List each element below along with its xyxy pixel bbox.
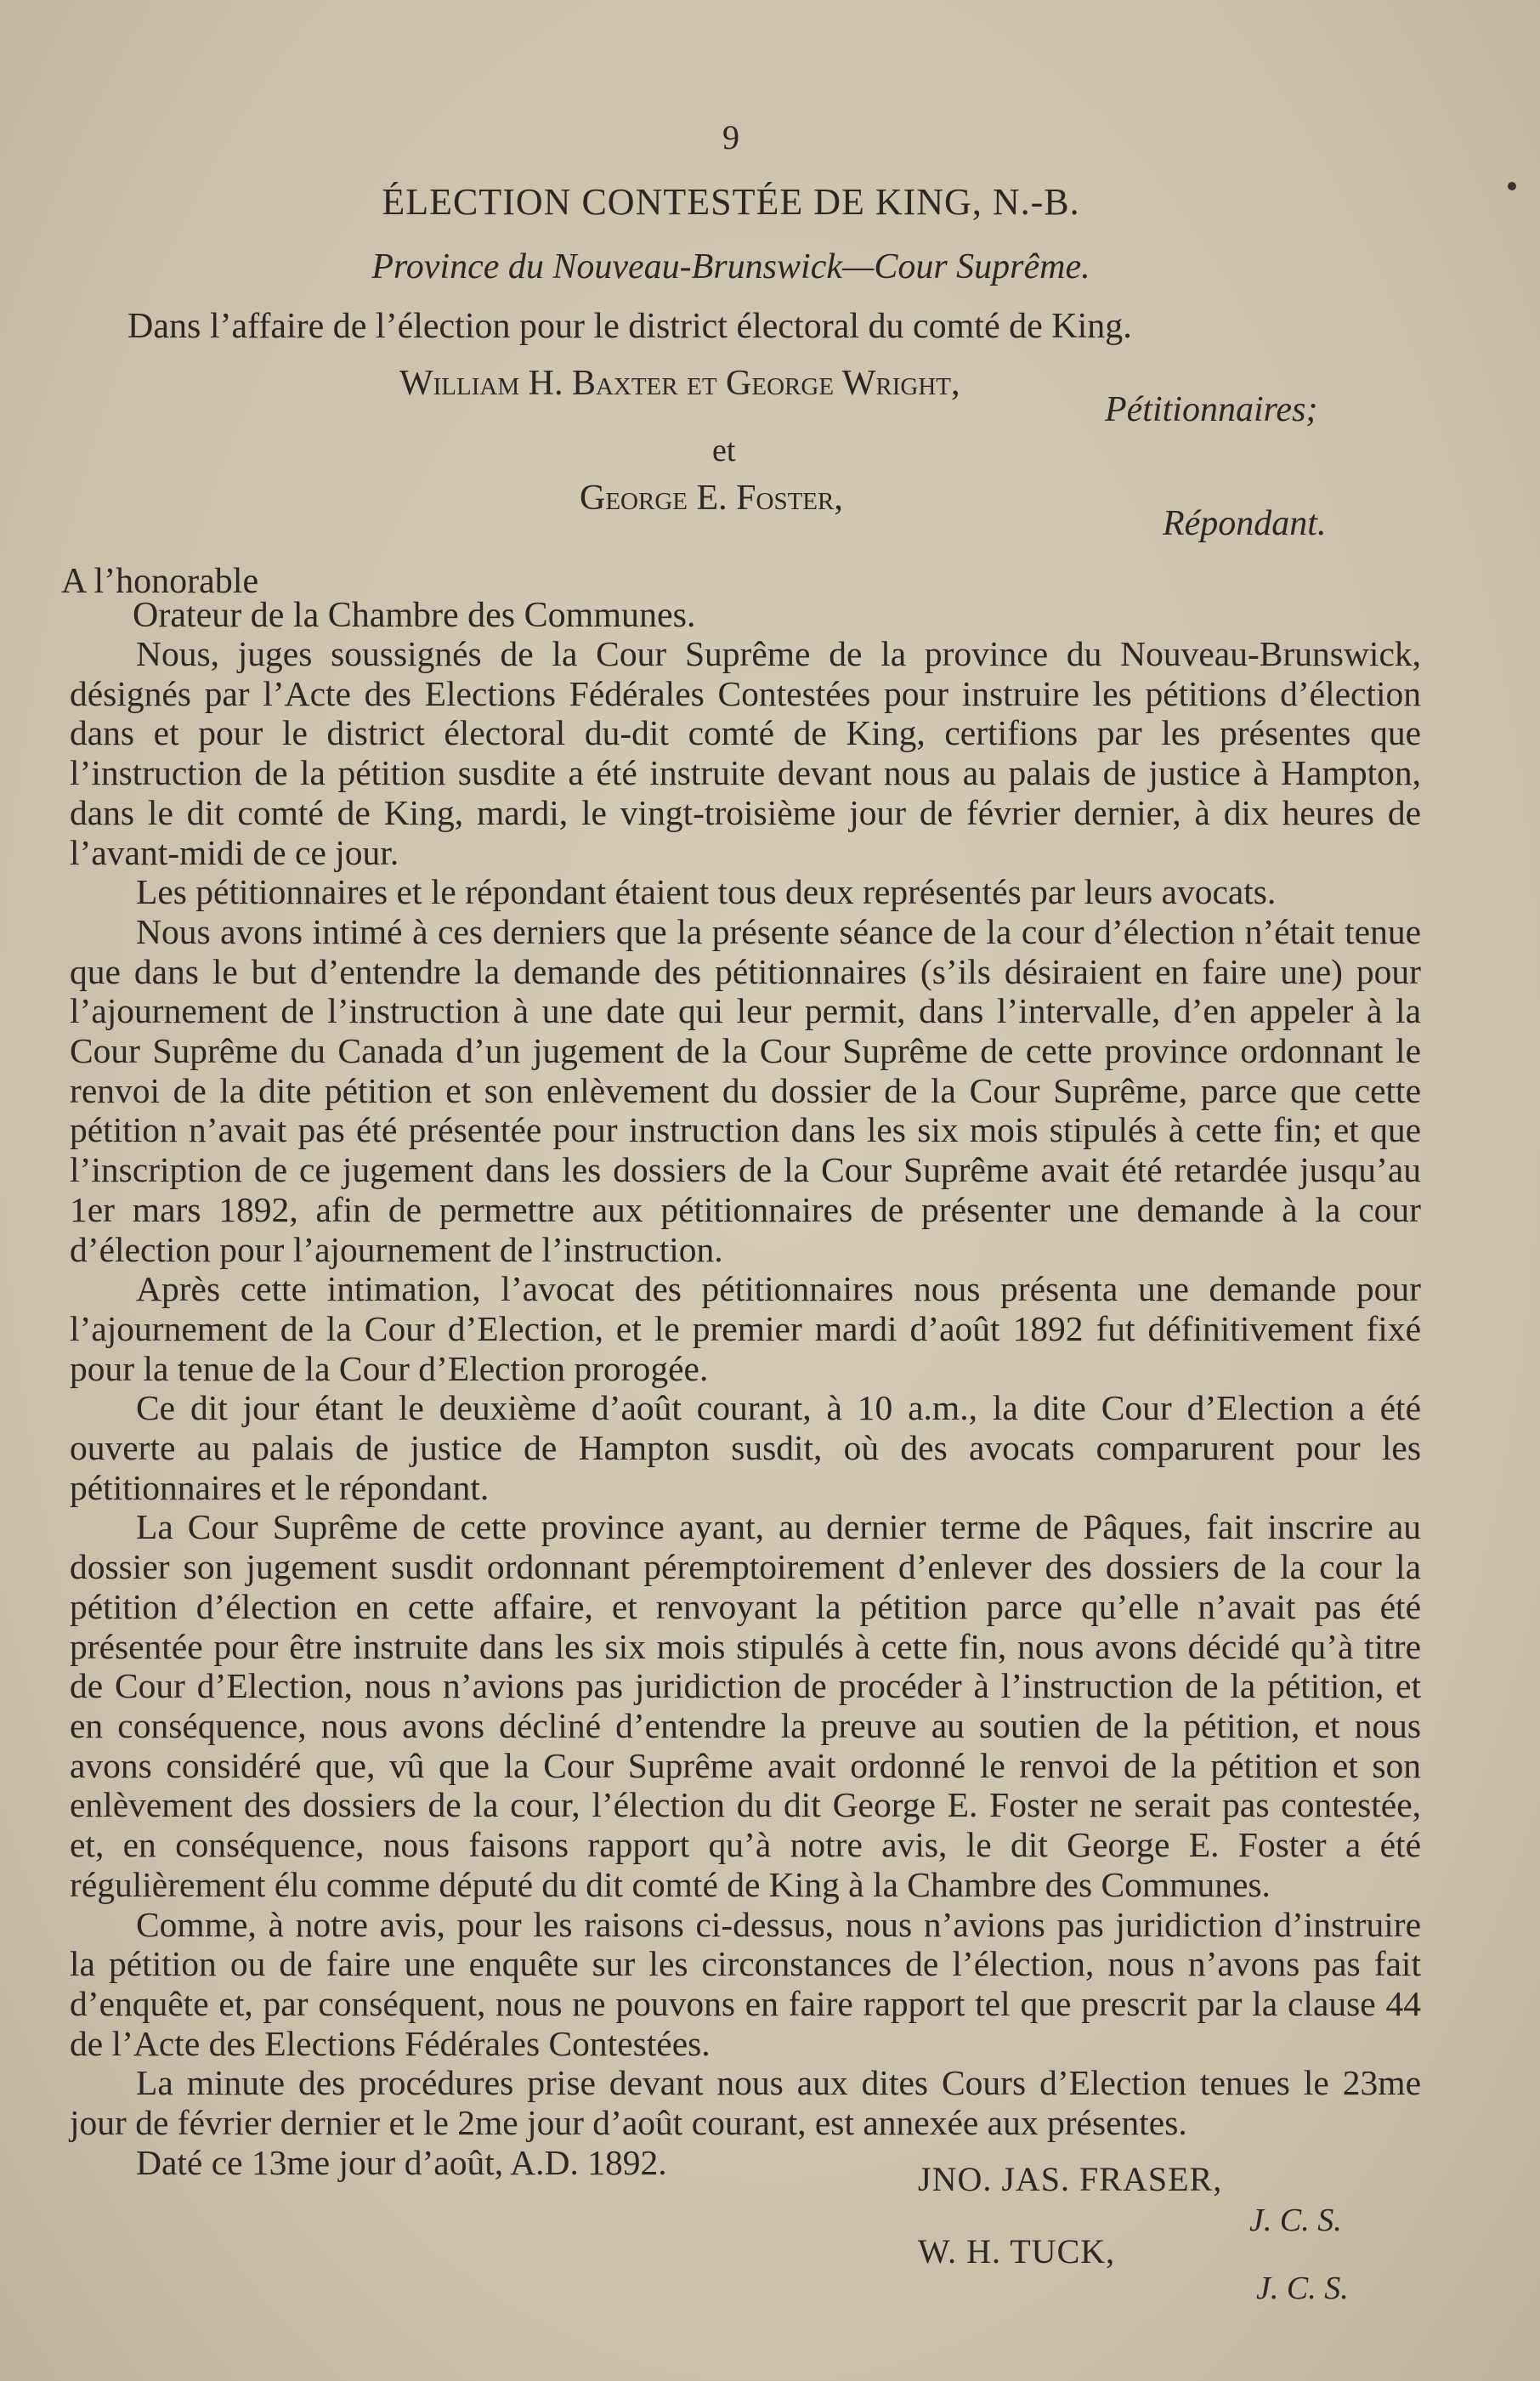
date-line: Daté ce 13me jour d’août, A.D. 1892. xyxy=(136,2142,667,2182)
address-line-2: Orateur de la Chambre des Communes. xyxy=(133,596,696,635)
paragraph: Nous avons intimé à ces derniers que la présente séance de la cour d’élection n’était tenue que dans le but d’entendre la demande des pétitionnaires (s’ils désiraient en faire une) pour l’ajournement de l’instruction à une date qui leur permit, dans l’intervalle, d’en appeler à la Cour Suprême du Canada d’un jugement de la Cour Suprême de cette province ordonnant le renvoi de la dite pétition et son enlèvement du dossier de la Cour Suprême, parce que cette pétition n’avait pas été présentée pour instruction dans les six mois stipulés à cette fin; et que l’inscription de ce jugement dans les dossiers de la Cour Suprême avait été retardée jusqu’au 1er mars 1892, afin de permettre aux pétitionnaires de présenter une demande à la cour d’élection pour l’ajournement de l’instruction. xyxy=(70,911,1421,1269)
signature-name-2: W. H. TUCK, xyxy=(918,2232,1116,2270)
paragraph: La minute des procédures prise devant nous aux dites Cours d’Election tenues le 23me jour de février dernier et le 2me jour d’août courant, est annexée aux présentes. xyxy=(70,2063,1421,2143)
signature-name-1: JNO. JAS. FRASER, xyxy=(918,2160,1223,2198)
body-text xyxy=(70,634,1421,2182)
matter-line: Dans l’affaire de l’élection pour le district électoral du comté de King. xyxy=(127,307,1132,346)
document-title: ÉLECTION CONTESTÉE DE KING, N.-B. xyxy=(382,181,1080,223)
paragraph: Après cette intimation, l’avocat des pétitionnaires nous présenta une demande pour l’ajournement de la Cour d’Election, et le premier mardi d’août 1892 fut définitivement fixé pour la tenue de la Cour d’Election prorogée. xyxy=(70,1269,1421,1388)
signature-title-2: J. C. S. xyxy=(1256,2270,1349,2306)
signature-title-1: J. C. S. xyxy=(1249,2202,1342,2238)
conjunction: et xyxy=(712,433,736,468)
ink-spot xyxy=(1508,182,1516,190)
paragraph: Comme, à notre avis, pour les raisons ci-dessus, nous n’avions pas juridiction d’instruire la pétition ou de faire une enquête sur les circonstances de l’élection, nous n’avons pas fait d’enquête et, par conséquent, nous ne pouvons en faire rapport tel que prescrit par la clause 44 de l’Acte des Elections Fédérales Contestées. xyxy=(70,1904,1421,2063)
address-line-1: A l’honorable xyxy=(61,562,259,601)
paragraph: Les pétitionnaires et le répondant étaient tous deux représentés par leurs avocats. xyxy=(136,872,1277,912)
page-number: 9 xyxy=(722,118,739,156)
court-subtitle: Province du Nouveau-Brunswick—Cour Suprême. xyxy=(371,247,1090,286)
paragraph: La Cour Suprême de cette province ayant, au dernier terme de Pâques, fait inscrire au dossier son jugement susdit ordonnant péremptoirement d’enlever des dossiers de la cour la pétition d’élection en cette affaire, et renvoyant la pétition parce qu’elle n’avait pas été présentée pour être instruite dans les six mois stipulés à cette fin, nous avons décidé qu’à titre de Cour d’Election, nous n’avions pas juridiction de procéder à l’instruction de la pétition, et en conséquence, nous avons décliné d’entendre la preuve au soutien de la pétition, et nous avons considéré que, vû que la Cour Suprême avait ordonné le renvoi de la pétition et son enlèvement des dossiers de la cour, l’élection du dit George E. Foster ne serait pas contestée, et, en conséquence, nous faisons rapport qu’à notre avis, le dit George E. Foster a été régulièrement élu comme député du dit comté de King à la Chambre des Communes. xyxy=(70,1507,1421,1904)
respondent-name: George E. Foster, xyxy=(580,479,843,518)
paragraph: Nous, juges soussignés de la Cour Suprême de la province du Nouveau-Brunswick, désignés par l’Acte des Elections Fédérales Contestées pour instruire les pétitions d’élection dans et pour le district électoral du-dit comté de King, certifions par les présentes que l’instruction de la pétition susdite a été instruite devant nous au palais de justice à Hampton, dans le dit comté de King, mardi, le vingt-troisième jour de février dernier, à dix heures de l’avant-midi de ce jour. xyxy=(70,634,1421,872)
paragraph: Ce dit jour étant le deuxième d’août courant, à 10 a.m., la dite Cour d’Election a été ouverte au palais de justice de Hampton susdit, où des avocats comparurent pour les pétitionnaires et le répondant. xyxy=(70,1388,1421,1507)
petitioners-names: William H. Baxter et George Wright, xyxy=(399,364,960,403)
petitioners-role: Pétitionnaires; xyxy=(1105,390,1318,429)
respondent-role: Répondant. xyxy=(1163,504,1327,543)
